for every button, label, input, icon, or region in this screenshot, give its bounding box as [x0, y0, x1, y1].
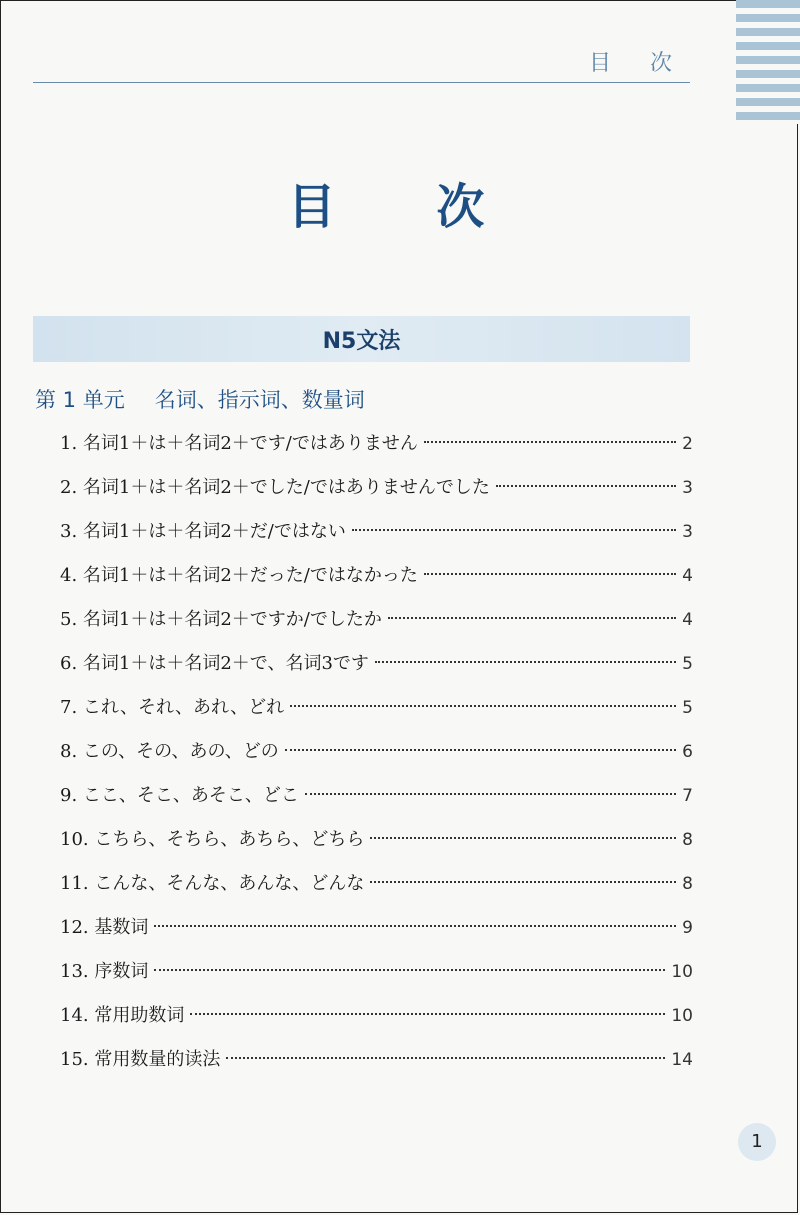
toc-entry-label: 2. 名词1＋は＋名词2＋でした/ではありませんでした [60, 477, 490, 498]
toc-entry-page: 8 [682, 830, 693, 850]
toc-entry[interactable] [60, 422, 693, 466]
unit-number: 第 1 单元 [35, 388, 125, 412]
toc-entry-label: 3. 名词1＋は＋名词2＋だ/ではない [60, 521, 346, 542]
toc-entry[interactable] [60, 818, 693, 862]
toc-entry-label: 8. この、その、あの、どの [60, 741, 279, 762]
toc-dot-leader [370, 837, 676, 839]
unit-heading [35, 384, 365, 414]
toc-entry-page: 10 [671, 1006, 693, 1026]
toc-entry-page: 3 [682, 478, 693, 498]
toc-entry-label: 1. 名词1＋は＋名词2＋です/ではありません [60, 433, 418, 454]
toc-entry[interactable] [60, 642, 693, 686]
toc-entry[interactable] [60, 554, 693, 598]
toc-entry[interactable] [60, 730, 693, 774]
toc-dot-leader [154, 925, 676, 927]
toc-dot-leader [190, 1013, 665, 1015]
running-head [33, 44, 690, 83]
toc-entry[interactable] [60, 774, 693, 818]
toc-entry[interactable] [60, 510, 693, 554]
toc-dot-leader [388, 617, 676, 619]
toc-entry-label: 15. 常用数量的读法 [60, 1049, 221, 1070]
running-head-text: 目 次 [589, 51, 688, 76]
toc-dot-leader [154, 969, 665, 971]
toc-dot-leader [496, 485, 676, 487]
toc-dot-leader [370, 881, 676, 883]
toc-entry-page: 8 [682, 874, 693, 894]
toc-entry-page: 14 [671, 1050, 693, 1070]
toc-entry[interactable] [60, 598, 693, 642]
toc-entry[interactable] [60, 950, 693, 994]
toc-dot-leader [290, 705, 676, 707]
toc-entry-page: 9 [682, 918, 693, 938]
toc-entry-label: 4. 名词1＋は＋名词2＋だった/ではなかった [60, 565, 418, 586]
page-number: 1 [751, 1131, 763, 1152]
toc-dot-leader [305, 793, 676, 795]
toc-entry-label: 5. 名词1＋は＋名词2＋ですか/でしたか [60, 609, 382, 630]
toc-entry[interactable] [60, 862, 693, 906]
toc-entry[interactable] [60, 994, 693, 1038]
toc-entry[interactable] [60, 906, 693, 950]
toc-entry-page: 5 [682, 698, 693, 718]
toc-entry-page: 4 [682, 610, 693, 630]
toc-entry-page: 6 [682, 742, 693, 762]
toc-dot-leader [352, 529, 676, 531]
toc-entry[interactable] [60, 1038, 693, 1082]
toc-entry-label: 11. こんな、そんな、あんな、どんな [60, 873, 365, 894]
toc-entry-label: 7. これ、それ、あれ、どれ [60, 697, 285, 718]
toc-entry-label: 10. こちら、そちら、あちら、どちら [60, 829, 365, 850]
section-title: N5文法 [322, 329, 401, 354]
toc-dot-leader [424, 573, 676, 575]
toc-entry[interactable] [60, 466, 693, 510]
toc-entry-label: 9. ここ、そこ、あそこ、どこ [60, 785, 299, 806]
toc-entry-page: 7 [682, 786, 693, 806]
toc-entry-page: 4 [682, 566, 693, 586]
toc-entry-page: 2 [682, 434, 693, 454]
toc-dot-leader [375, 661, 676, 663]
toc-entry-label: 13. 序数词 [60, 961, 149, 982]
toc-entry-label: 14. 常用助数词 [60, 1005, 185, 1026]
unit-title: 名词、指示词、数量词 [154, 388, 365, 412]
toc-entry-page: 5 [682, 654, 693, 674]
toc-entry-page: 3 [682, 522, 693, 542]
page-number-badge [738, 1123, 776, 1161]
toc-dot-leader [424, 441, 676, 443]
section-band [33, 316, 690, 362]
toc-entry[interactable] [60, 686, 693, 730]
toc-entry-page: 10 [671, 962, 693, 982]
corner-stripes-decoration [736, 0, 800, 124]
page-title: 目 次 [287, 179, 527, 235]
toc-entry-label: 12. 基数词 [60, 917, 149, 938]
toc-dot-leader [285, 749, 676, 751]
toc-dot-leader [226, 1057, 665, 1059]
toc-entry-label: 6. 名词1＋は＋名词2＋で、名词3です [60, 653, 369, 674]
